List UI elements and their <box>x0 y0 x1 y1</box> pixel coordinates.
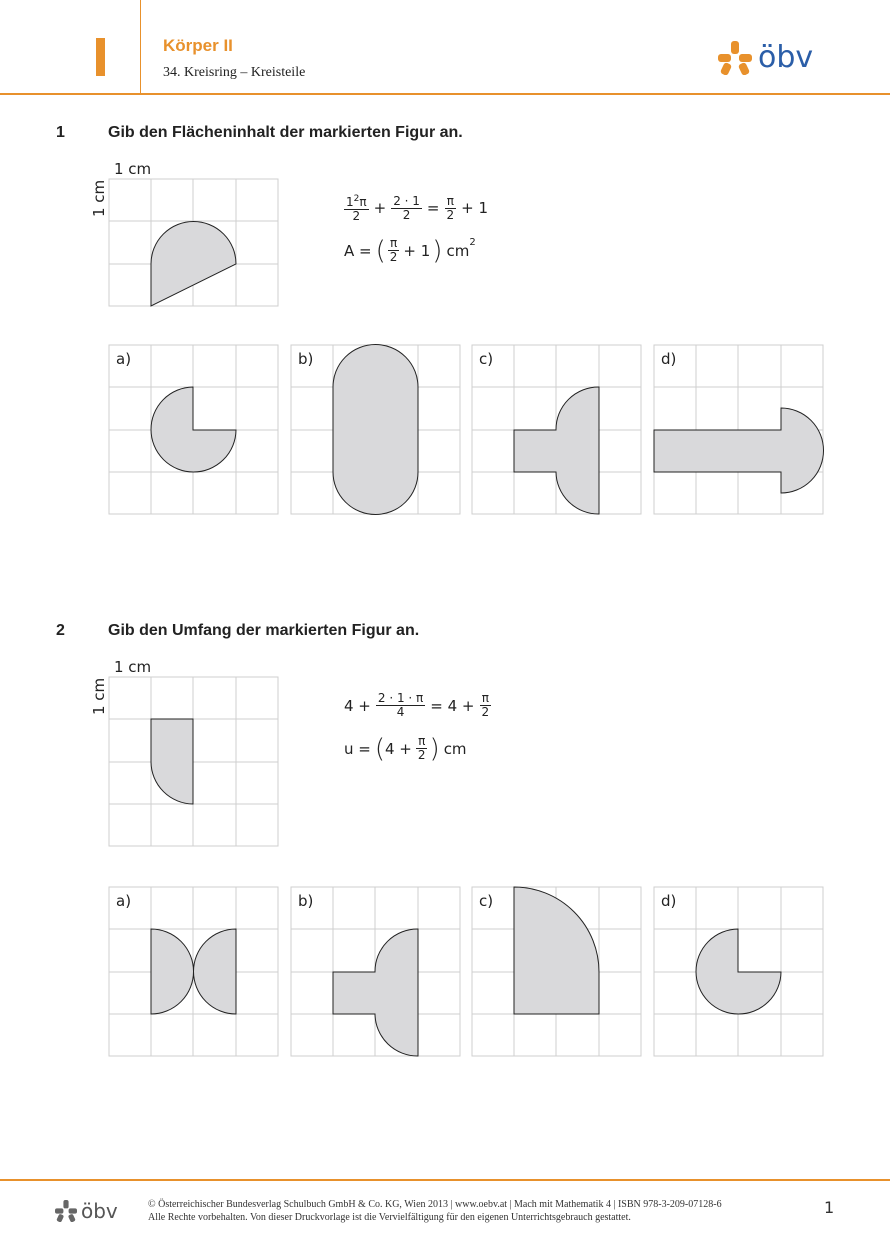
chapter-title: Körper II <box>163 36 233 55</box>
fraction: π 2 <box>389 236 398 264</box>
task-1b-label: b) <box>298 350 314 368</box>
task-1a-label: a) <box>116 350 132 368</box>
task-2b-label: b) <box>298 892 314 910</box>
task-2b-figure <box>290 886 462 1058</box>
fraction: $\frac{2 \cdot 1}{2}$ <box>393 193 420 222</box>
task-1-number: 1 <box>56 124 65 141</box>
header-rule <box>0 93 890 95</box>
fraction: $\frac{\pi}{2}$ <box>481 691 490 719</box>
task-2c-label: c) <box>479 892 494 910</box>
task-1b-figure <box>290 344 462 516</box>
fraction: $\frac{\pi}{2}$ <box>446 193 455 222</box>
footer-rule <box>0 1179 890 1181</box>
asterisk-logo-icon <box>55 1200 77 1222</box>
task-1a-figure <box>108 344 280 516</box>
task-2d-label: d) <box>661 892 677 910</box>
fraction: $1^2\pi$ 2 <box>346 194 367 223</box>
task-1d-label: d) <box>661 350 677 368</box>
footer-logo <box>55 1199 118 1223</box>
unit-label-horizontal: 1 cm <box>114 658 152 676</box>
unit-label-horizontal: 1 cm <box>114 160 152 178</box>
task-2-number: 2 <box>56 622 65 639</box>
task-1-calculation: $1^2\pi$ 2 + $\frac{2 \cdot 1}{2}$ = $\frac{\pi}{2}$ + 1 <box>346 193 489 223</box>
page-number: 1 <box>824 1198 835 1217</box>
task-2-calculation: 4 + $\frac{2 \cdot 1 \cdot \pi}{4}$ = 4 + $\frac{\pi}{2}$ <box>344 691 490 719</box>
example-2-figure <box>108 676 280 848</box>
unit-label-vertical: 1 cm <box>90 179 108 217</box>
asterisk-logo-icon <box>718 41 752 75</box>
task-1d-figure <box>653 344 825 516</box>
fraction: $\frac{\pi}{2}$ <box>417 734 426 762</box>
task-2-result: u = ( 4 + $\frac{\pi}{2}$ ) cm <box>344 733 467 764</box>
task-1c-figure <box>471 344 643 516</box>
task-2a-label: a) <box>116 892 132 910</box>
task-1c-label: c) <box>479 350 494 368</box>
task-2c-figure <box>471 886 643 1058</box>
task-1-instruction: Gib den Flächeninhalt der markierten Figur an. <box>108 124 463 141</box>
task-2a-figure <box>108 886 280 1058</box>
unit-label-vertical: 1 cm <box>90 677 108 715</box>
example-1-figure <box>108 178 280 308</box>
fraction: $\frac{2 \cdot 1 \cdot \pi}{4}$ <box>377 691 424 719</box>
copyright-line-2: Alle Rechte vorbehalten. Von dieser Druckvorlage ist die Vervielfältigung für den eigenen Unterrichtsgebrauch gestattet. <box>148 1212 631 1223</box>
task-2d-figure <box>653 886 825 1058</box>
chapter-subtitle: 34. Kreisring – Kreisteile <box>163 65 306 80</box>
publisher-logo <box>718 40 813 75</box>
copyright-line-1: © Österreichischer Bundesverlag Schulbuch GmbH & Co. KG, Wien 2013 | www.oebv.at | Mach mit Mathematik 4 | ISBN 978-3-209-07128-6 <box>148 1199 722 1210</box>
task-1-result: A = ( π 2 + 1 ) cm $^2$ <box>344 235 476 266</box>
footer-logo-text: öbv <box>81 1199 118 1223</box>
logo-text: öbv <box>758 40 814 75</box>
copyright-text <box>148 1198 722 1224</box>
task-2-instruction: Gib den Umfang der markierten Figur an. <box>108 622 420 639</box>
header-accent-bar <box>96 38 105 76</box>
header-divider <box>140 0 141 94</box>
